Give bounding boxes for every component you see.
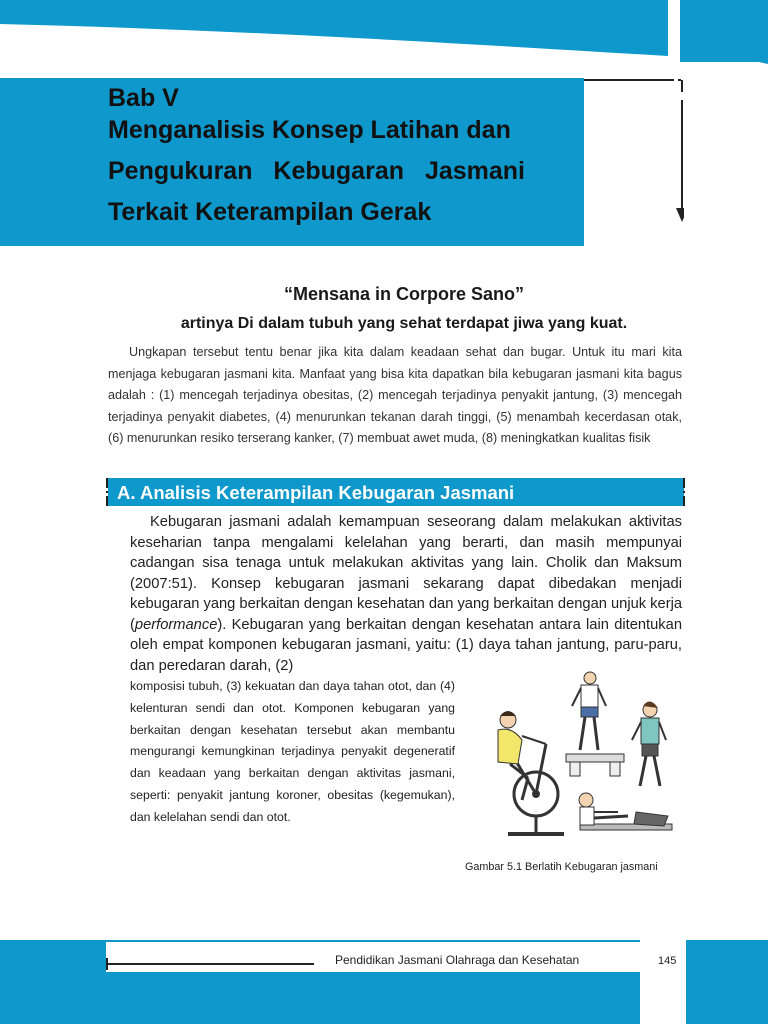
intro-paragraph: [108, 342, 682, 450]
section-paragraph-italic: performance: [134, 616, 218, 633]
stationary-bike-figure: [498, 711, 564, 834]
side-paragraph-text: komposisi tubuh, (3) kekuatan dan daya tahan otot, dan (4) kelenturan sendi dan otot. Komponen kebugaran yang berkaitan dengan kesehatan tersebut akan membantu mengurangi kemungkinan terjadinya penyakit degeneratif dan keadaan yang berkaitan dengan aktivitas jasmani, seperti: penyakit jantung koroner, obesitas (kegemukan), dan kelelahan sendi dan otot.: [130, 679, 455, 824]
figure-caption: Gambar 5.1 Berlatih Kebugaran jasmani: [465, 861, 658, 873]
quote-heading: “Mensana in Corpore Sano”: [283, 284, 525, 304]
section-paragraph-part-2: ). Kebugaran yang berkaitan dengan kesehatan antara lain ditentukan oleh empat komponen kebugaran jasmani, yaitu: (1) daya tahan jantung, paru-paru, dan peredaran darah, (2): [130, 616, 682, 674]
chapter-label: Bab V: [108, 84, 179, 112]
section-paragraph: [130, 512, 682, 676]
step-exercise-figure: [566, 672, 624, 776]
chapter-title-line-3: Terkait Keterampilan Gerak: [108, 198, 432, 226]
rowing-figure: [579, 793, 672, 830]
section-paragraph-part-1: Kebugaran jasmani adalah kemampuan seseorang dalam melakukan aktivitas keseharian tanpa mengalami kelelahan yang berarti, dan masih mempunyai cadangan sisa tenaga untuk melakukan aktivitas yang lain. Cholik dan Maksum (2007:51). Konsep kebugaran jasmani sekarang dapat dibedakan menjadi kebugaran yang berkaitan dengan kesehatan dan yang berkaitan dengan unjuk kerja (: [130, 514, 683, 633]
exercise-illustration: [468, 666, 684, 852]
page-number: 145: [658, 955, 677, 967]
chapter-title-line-2: Pengukuran Kebugaran Jasmani: [108, 157, 526, 185]
corner-arrow-icon: [584, 78, 684, 238]
section-title: A. Analisis Keterampilan Kebugaran Jasmani: [117, 482, 515, 503]
intro-paragraph-text: Ungkapan tersebut tentu benar jika kita dalam keadaan sehat dan bugar. Untuk itu mari kita menjaga kebugaran jasmani kita. Manfaat yang bisa kita dapatkan bila kebugaran jasmani kita bagus adalah : (1) mencegah terjadinya obesitas, (2) mencegah terjadinya penyakit jantung, (3) mencegah terjadinya penyakit diabetes, (4) menurunkan tekanan darah tinggi, (5) menambah kecerdasan otak, (6) menurunkan resiko terserang kanker, (7) membuat awet muda, (8) meningkatkan kualitas fisik: [108, 345, 682, 446]
quote-meaning: artinya Di dalam tubuh yang sehat terdapat jiwa yang kuat.: [180, 315, 628, 332]
footer-book-title: Pendidikan Jasmani Olahraga dan Kesehatan: [335, 953, 580, 967]
chapter-title-line-1: Menganalisis Konsep Latihan dan: [108, 116, 511, 144]
side-paragraph: [130, 676, 455, 829]
walking-woman-figure: [632, 701, 666, 786]
footer-line: [106, 963, 314, 965]
